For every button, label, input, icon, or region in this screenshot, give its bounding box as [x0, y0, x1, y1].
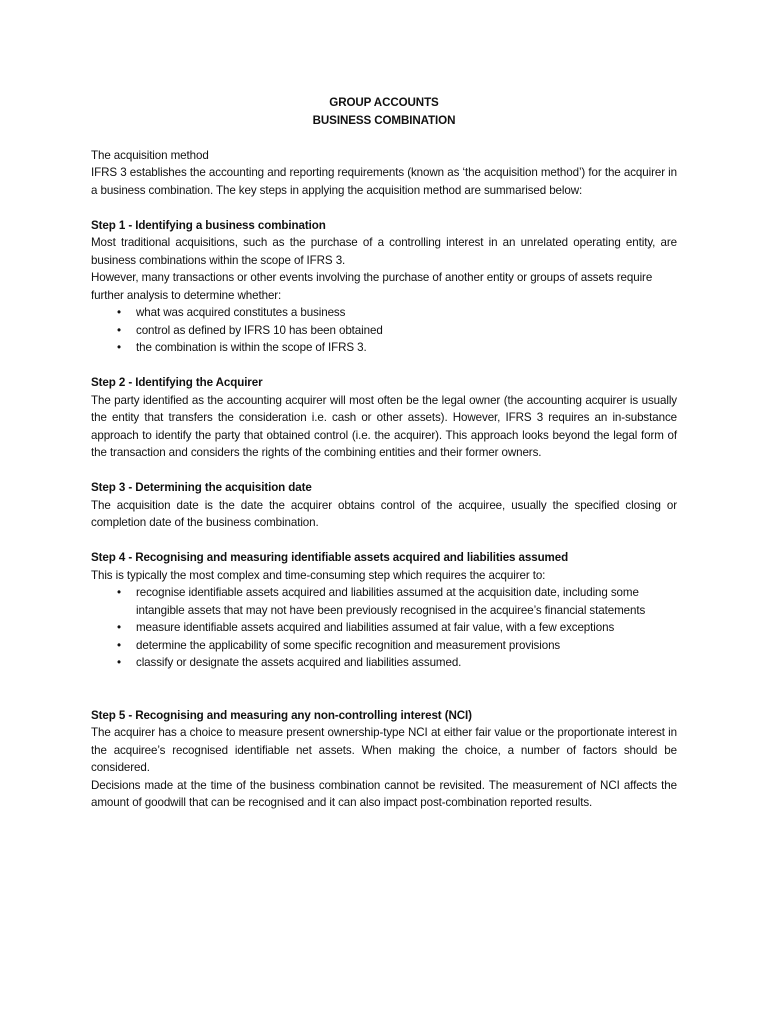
- list-item: [91, 584, 677, 619]
- bullet-icon: •: [117, 656, 121, 669]
- bullet-icon: •: [117, 323, 121, 337]
- step2-section: [91, 374, 677, 462]
- step1-paragraph-1: Most traditional acquisitions, such as the purchase of a controlling interest in an unrelated operating entity, are business combinations within the scope of IFRS 3.: [91, 236, 677, 267]
- step2-heading: Step 2 - Identifying the Acquirer: [91, 376, 263, 389]
- bullet-icon: •: [117, 306, 121, 319]
- step3-section: [91, 479, 677, 532]
- step5-paragraph-2: Decisions made at the time of the business combination cannot be revisited. The measurement of NCI affects the amount of goodwill that can be recognised and it can also impact post-combination reported results.: [91, 778, 677, 809]
- list-item: [91, 637, 677, 655]
- step5-paragraph-1: The acquirer has a choice to measure present ownership-type NCI at either fair value or the proportionate interest in the acquiree’s recognised identifiable net assets. When making the choice, a number of factors should be considered.: [91, 726, 677, 774]
- list-item: [91, 304, 677, 322]
- list-item-text: recognise identifiable assets acquired and liabilities assumed at the acquisition date, including some intangible assets that may not have been previously recognised in the acquiree’s financial statements: [136, 586, 646, 617]
- document-subtitle: BUSINESS COMBINATION: [312, 113, 456, 127]
- step3-body: The acquisition date is the date the acquirer obtains control of the acquiree, usually the specified closing or completion date of the business combination.: [91, 498, 677, 529]
- intro-heading: The acquisition method: [91, 148, 209, 162]
- list-item-text: determine the applicability of some specific recognition and measurement provisions: [136, 638, 561, 652]
- list-item: [91, 654, 677, 672]
- list-item: [91, 619, 677, 637]
- bullet-icon: •: [117, 341, 121, 354]
- document-title: GROUP ACCOUNTS: [329, 96, 439, 109]
- list-item-text: what was acquired constitutes a business: [136, 306, 346, 319]
- step1-section: [91, 217, 677, 357]
- step5-heading: Step 5 - Recognising and measuring any non-controlling interest (NCI): [91, 708, 472, 722]
- list-item-text: the combination is within the scope of IFRS 3.: [136, 341, 367, 354]
- step4-heading: Step 4 - Recognising and measuring identifiable assets acquired and liabilities assumed: [91, 551, 569, 564]
- list-item: [91, 322, 677, 340]
- list-item-text: classify or designate the assets acquired and liabilities assumed.: [136, 656, 462, 669]
- bullet-icon: •: [117, 621, 121, 634]
- list-item-text: control as defined by IFRS 10 has been obtained: [136, 323, 383, 337]
- bullet-icon: •: [117, 586, 121, 599]
- step3-heading: Step 3 - Determining the acquisition date: [91, 481, 312, 494]
- step1-bullet-list: [91, 304, 677, 357]
- step2-body: The party identified as the accounting acquirer will most often be the legal owner (the accounting acquirer is usually the entity that transfers the consideration i.e. cash or other assets). However, IFRS 3 requires an in-substance approach to identify the party that obtained control (i.e. the acquirer). This approach looks beyond the legal form of the transaction and considers the rights of the combining entities and their former owners.: [91, 393, 677, 459]
- intro-section: [91, 147, 677, 200]
- step1-paragraph-2: However, many transactions or other events involving the purchase of another entity or groups of assets require further analysis to determine whether:: [91, 271, 653, 302]
- step4-intro: This is typically the most complex and time-consuming step which requires the acquirer to:: [91, 568, 546, 582]
- step4-bullet-list: [91, 584, 677, 672]
- step4-section: [91, 549, 677, 672]
- list-item-text: measure identifiable assets acquired and liabilities assumed at fair value, with a few exceptions: [136, 621, 615, 634]
- step5-section: [91, 707, 677, 812]
- step1-heading: Step 1 - Identifying a business combination: [91, 218, 326, 232]
- list-item: [91, 339, 677, 357]
- intro-body: IFRS 3 establishes the accounting and reporting requirements (known as ‘the acquisition method’) for the acquirer in a business combination. The key steps in applying the acquisition method are summarised below:: [91, 166, 677, 197]
- bullet-icon: •: [117, 638, 121, 652]
